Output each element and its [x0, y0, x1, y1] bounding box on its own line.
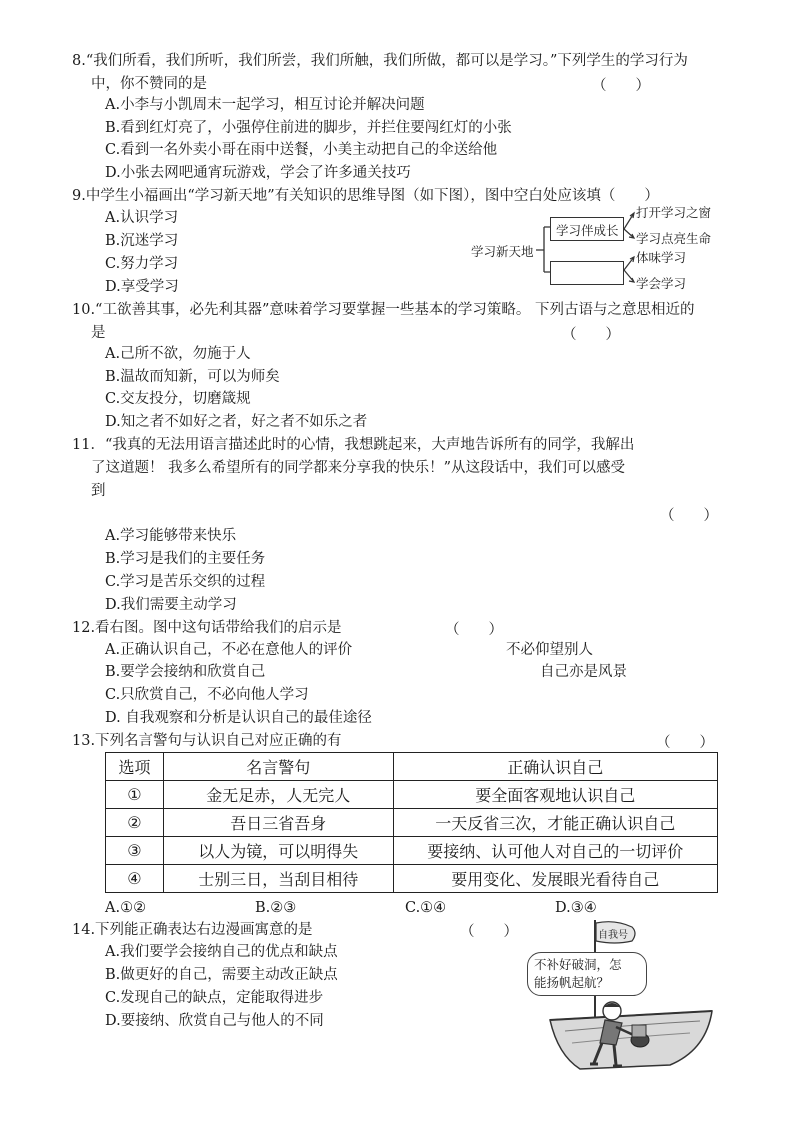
table-header-cell: 名言警句 — [163, 753, 393, 781]
q13-answer-b: B.②③ — [255, 900, 297, 916]
mindmap-leaf-4: 学会学习 — [636, 276, 687, 291]
mindmap-root: 学习新天地 — [471, 244, 534, 259]
speech-bubble — [527, 952, 647, 996]
mindmap-leaf-2: 学习点亮生命 — [636, 231, 712, 246]
q11-option-b: B.学习是我们的主要任务 — [105, 551, 266, 567]
q8-option-a: A.小李与小凯周末一起学习，相互讨论并解决问题 — [105, 97, 425, 113]
q8-answer-blank: （ ） — [592, 78, 650, 94]
q13-answer-d: D.③④ — [555, 900, 597, 916]
q10-option-b: B.温故而知新，可以为师矣 — [105, 369, 280, 385]
table-cell: 金无足赤，人无完人 — [163, 781, 393, 809]
q9-option-b: B.沉迷学习 — [105, 233, 179, 249]
table-cell: 以人为镜，可以明得失 — [163, 837, 393, 865]
q10-stem-line1: 10.“工欲善其事，必先利其器”意味着学习要掌握一些基本的学习策略。 下列古语与之意思相近的 — [72, 302, 695, 318]
q10-option-a: A.己所不欲，勿施于人 — [105, 346, 251, 362]
speech-bubble-line2: 能扬帆起航？ — [534, 975, 610, 990]
q11-option-c: C.学习是苦乐交织的过程 — [105, 574, 266, 590]
table-cell: 要接纳、认可他人对自己的一切评价 — [393, 837, 717, 865]
q13-answer-a: A.①② — [105, 900, 147, 916]
q12-option-a: A.正确认识自己，不必在意他人的评价 — [105, 642, 353, 658]
q12-answer-blank: （ ） — [445, 622, 503, 638]
q10-option-d: D.知之者不如好之者，好之者不如乐之者 — [105, 414, 368, 430]
table-cell: ① — [106, 781, 164, 809]
table-cell: ④ — [106, 865, 164, 893]
q8-stem-line1: 8.“我们所看，我们所听，我们所尝，我们所触，我们所做，都可以是学习。”下列学生的学习行为 — [72, 53, 688, 69]
mindmap-blank-box — [550, 261, 624, 285]
table-row — [106, 837, 718, 865]
q13-table — [105, 752, 718, 893]
table-row — [106, 865, 718, 893]
q14-answer-blank: （ ） — [460, 924, 518, 940]
mindmap-branch1-box — [550, 217, 624, 241]
q12-stem-line1: 12.看右图。图中这句话带给我们的启示是 — [72, 620, 342, 636]
q13-answer-c: C.①④ — [405, 900, 447, 916]
q12-option-b: B.要学会接纳和欣赏自己 — [105, 664, 266, 680]
q10-option-c: C.交友投分，切磨箴规 — [105, 391, 251, 407]
q9-option-c: C.努力学习 — [105, 256, 179, 272]
q14-option-c: C.发现自己的缺点，定能取得进步 — [105, 990, 324, 1006]
q8-option-b: B.看到红灯亮了，小强停住前进的脚步，并拦住要闯红灯的小张 — [105, 120, 512, 136]
mindmap-branch1-label: 学习伴成长 — [556, 223, 619, 238]
q8-option-d: D.小张去网吧通宵玩游戏，学会了许多通关技巧 — [105, 165, 411, 181]
q10-stem-line2: 是 — [91, 325, 106, 341]
q13-stem-line1: 13.下列名言警句与认识自己对应正确的有 — [72, 733, 342, 749]
q11-answer-blank: （ ） — [660, 508, 718, 524]
table-header-cell: 选项 — [106, 753, 164, 781]
table-cell: 要用变化、发展眼光看待自己 — [393, 865, 717, 893]
q10-answer-blank: （ ） — [562, 327, 620, 343]
table-row — [106, 781, 718, 809]
q12-option-c: C.只欣赏自己，不必向他人学习 — [105, 687, 309, 703]
table-cell: 吾日三省吾身 — [163, 809, 393, 837]
q9-option-d: D.享受学习 — [105, 279, 179, 295]
table-cell: ② — [106, 809, 164, 837]
table-cell: 一天反省三次，才能正确认识自己 — [393, 809, 717, 837]
q12-picture-line1: 不必仰望别人 — [506, 642, 593, 658]
table-cell: 士别三日，当刮目相待 — [163, 865, 393, 893]
q14-option-a: A.我们要学会接纳自己的优点和缺点 — [105, 944, 338, 960]
q8-stem-line2: 中，你不赞同的是 — [91, 76, 207, 92]
q14-option-b: B.做更好的自己，需要主动改正缺点 — [105, 967, 338, 983]
q11-stem-line3: 到 — [91, 483, 106, 499]
table-header-cell: 正确认识自己 — [393, 753, 717, 781]
table-cell: 要全面客观地认识自己 — [393, 781, 717, 809]
speech-bubble-line1: 不补好破洞，怎 — [534, 957, 622, 972]
q11-option-d: D.我们需要主动学习 — [105, 597, 237, 613]
q9-stem-line1: 9.中学生小福画出“学习新天地”有关知识的思维导图（如下图），图中空白处应该填（ ） — [72, 188, 659, 204]
table-cell: ③ — [106, 837, 164, 865]
q11-stem-line2: 了这道题！ 我多么希望所有的同学都来分享我的快乐！”从这段话中，我们可以感受 — [91, 460, 626, 476]
table-header-row — [106, 753, 718, 781]
table-row — [106, 809, 718, 837]
q11-stem-line1: 11．“我真的无法用语言描述此时的心情，我想跳起来，大声地告诉所有的同学，我解出 — [72, 437, 635, 453]
mindmap-leaf-3: 体味学习 — [636, 250, 687, 265]
q14-option-d: D.要接纳、欣赏自己与他人的不同 — [105, 1013, 324, 1029]
q12-option-d: D. 自我观察和分析是认识自己的最佳途径 — [105, 710, 372, 726]
q13-answer-blank: （ ） — [656, 735, 714, 751]
q12-picture-line2: 自己亦是风景 — [540, 664, 627, 680]
q8-option-c: C.看到一名外卖小哥在雨中送餐，小美主动把自己的伞送给他 — [105, 142, 498, 158]
q11-option-a: A.学习能够带来快乐 — [105, 528, 237, 544]
flag-label: 自我号 — [598, 930, 628, 941]
q14-stem-line1: 14.下列能正确表达右边漫画寓意的是 — [72, 922, 313, 938]
q9-option-a: A.认识学习 — [105, 210, 179, 226]
mindmap-leaf-1: 打开学习之窗 — [636, 205, 712, 220]
